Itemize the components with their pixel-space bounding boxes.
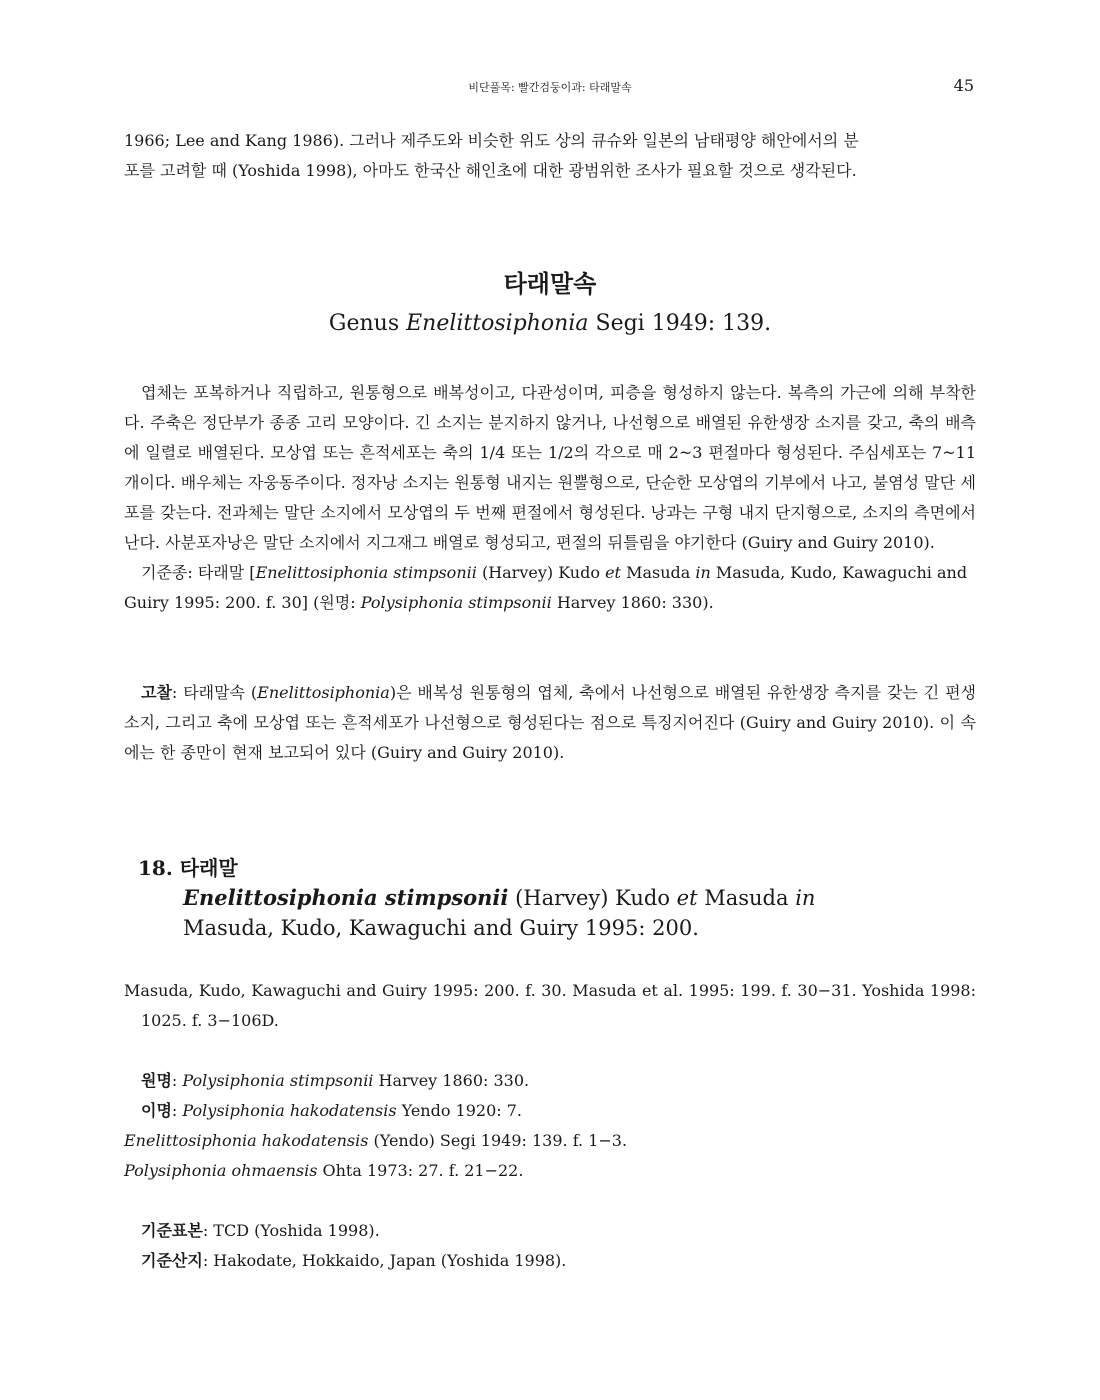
remarks-genus: Enelittosiphonia [257, 683, 390, 702]
type-species-author-3: Masuda, Kudo, Kawaguchi and Guiry 1995: 200. f. 30] (원명: [124, 563, 968, 612]
basionym-name: Polysiphonia stimpsonii [182, 1071, 374, 1090]
type-info-section [124, 1216, 976, 1276]
type-species-paragraph [124, 558, 976, 618]
running-header [124, 76, 976, 96]
intro-line-2: 포를 고려할 때 (Yoshida 1998), 아마도 한국산 해인초에 대한 광범위한 조사가 필요할 것으로 생각된다. [124, 161, 857, 180]
intro-line-1: 1966; Lee and Kang 1986). 그러나 제주도와 비슷한 위도 상의 큐슈와 일본의 남태평양 해안에서의 분 [124, 131, 859, 150]
species-in: in [795, 886, 816, 910]
genus-description [124, 378, 976, 618]
type-specimen-value: : TCD (Yoshida 1998). [202, 1221, 380, 1240]
type-species-author-4: Harvey 1860: 330). [551, 593, 714, 612]
species-number-line [138, 853, 958, 883]
synonym-3-author: Ohta 1973: 27. f. 21−22. [317, 1161, 524, 1180]
synonym-2-author: (Yendo) Segi 1949: 139. f. 1−3. [368, 1131, 628, 1150]
synonym-2-name: Enelittosiphonia hakodatensis [124, 1131, 369, 1150]
remarks-section [124, 678, 976, 768]
species-binomial: Enelittosiphonia stimpsonii [183, 885, 509, 910]
type-species-basionym: Polysiphonia stimpsonii [360, 593, 552, 612]
document-page [124, 0, 976, 1400]
synonym-label: 이명 [141, 1101, 172, 1120]
intro-paragraph [124, 126, 976, 186]
type-locality-line [124, 1246, 976, 1276]
type-species-author-2: Masuda [620, 563, 696, 582]
remarks-label: 고찰 [141, 683, 172, 702]
genus-title-ko: 타래말속 [503, 269, 597, 298]
type-species-name: Enelittosiphonia stimpsonii [255, 563, 477, 582]
synonym-1-author: Yendo 1920: 7. [396, 1101, 523, 1120]
basionym-label: 원명 [141, 1071, 172, 1090]
species-et: et [676, 886, 698, 910]
description-paragraph: 엽체는 포복하거나 직립하고, 원통형으로 배복성이고, 다관성이며, 피층을 형성하지 않는다. 복측의 가근에 의해 부착한다. 주축은 정단부가 종종 고리 모양이다. 긴 소지는 분지하지 않거나, 나선형으로 배열된 유한생장 소지를 갖고, 축의 배측에 일렬로 배열된다. 모상엽 또는 흔적세포는 축의 1/4 또는 1/2의 각으로 매 2~3 편절마다 형성된다. 주심세포는 7~11개이다. 배우체는 자웅동주이다. 정자낭 소지는 원통형 내지는 원뿔형으로, 단순한 모상엽의 기부에서 나고, 불염성 말단 세포를 갖는다. 전과체는 말단 소지에서 모상엽의 두 번째 편절에서 형성된다. 낭과는 구형 내지 단지형으로, 소지의 측면에서 난다. 사분포자낭은 말단 소지에서 지그재그 배열로 형성되고, 편절의 뒤틀림을 야기한다 (Guiry and Guiry 2010). [124, 383, 976, 552]
genus-title-latin [124, 308, 976, 340]
remarks-text-2: )은 배복성 원통형의 엽체, 축에서 나선형으로 배열된 유한생장 측지를 갖는 긴 편생 소지, 그리고 축에 모상엽 또는 흔적세포가 나선형으로 형성된다는 점으로 특징지어진다 (Guiry and Guiry 2010). 이 속에는 한 종만이 현재 보고되어 있다 (Guiry and Guiry 2010). [124, 683, 976, 762]
references-paragraph: Masuda, Kudo, Kawaguchi and Guiry 1995: 200. f. 30. Masuda et al. 1995: 199. f. 30−31. Yoshida 1998: 1025. f. 3−106D. [124, 981, 976, 1030]
genus-prefix: Genus [328, 311, 407, 336]
references-section [124, 976, 976, 1036]
running-title: 비단풀목: 빨간검둥이과: 타래말속 [468, 81, 632, 94]
species-heading [138, 853, 958, 943]
genus-author: Segi 1949: 139. [588, 311, 772, 336]
basionym-author: Harvey 1860: 330. [373, 1071, 530, 1090]
synonym-3-name: Polysiphonia ohmaensis [124, 1161, 318, 1180]
type-species-author-1: (Harvey) Kudo [476, 563, 606, 582]
type-species-et: et [605, 563, 621, 582]
type-species-label: 기준종: [141, 563, 193, 582]
genus-heading [124, 268, 976, 340]
synonym-line-1: 이명: Polysiphonia hakodatensis Yendo 1920: 7. [141, 1101, 523, 1120]
remarks-paragraph [124, 678, 976, 768]
type-specimen-label: 기준표본 [141, 1221, 203, 1240]
genus-name: Enelittosiphonia [406, 311, 589, 336]
species-author-2: Masuda [697, 886, 796, 910]
basionym-line: 원명: Polysiphonia stimpsonii Harvey 1860: 330. [141, 1071, 530, 1090]
type-specimen-line [124, 1216, 976, 1246]
type-species-ko: 타래말 [ [192, 563, 256, 582]
species-citation-line: Masuda, Kudo, Kawaguchi and Guiry 1995: 200. [183, 916, 699, 940]
synonyms-section [124, 1066, 976, 1186]
page-number: 45 [953, 76, 974, 95]
species-author-1: (Harvey) Kudo [508, 886, 677, 910]
species-binomial-line [138, 883, 958, 913]
type-locality-value: : Hakodate, Hokkaido, Japan (Yoshida 1998). [202, 1251, 567, 1270]
species-number: 18. [138, 856, 173, 880]
remarks-text-1: : 타래말속 ( [171, 683, 258, 702]
species-name-ko: 타래말 [179, 856, 238, 880]
type-species-in: in [695, 563, 711, 582]
synonym-1-name: Polysiphonia hakodatensis [182, 1101, 397, 1120]
synonym-line-3 [124, 1156, 976, 1186]
type-locality-label: 기준산지 [141, 1251, 203, 1270]
synonym-line-2 [124, 1126, 976, 1156]
